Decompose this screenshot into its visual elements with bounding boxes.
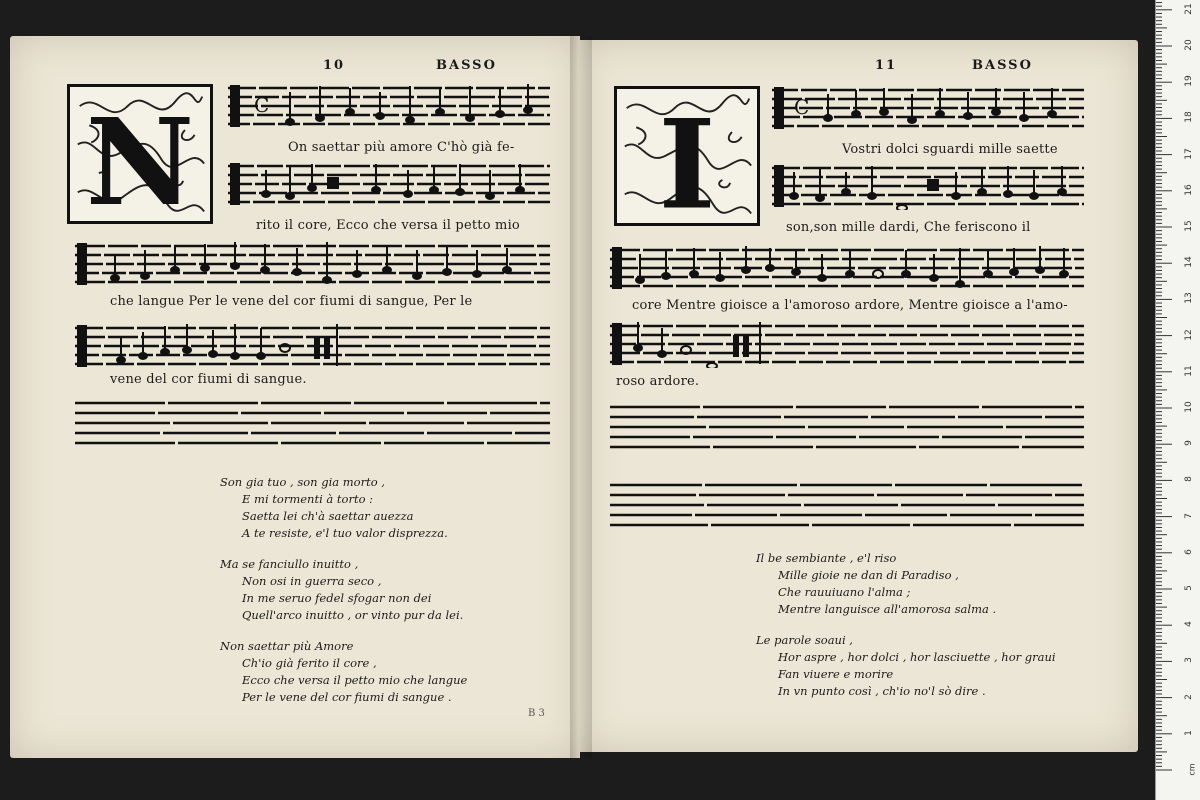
ruler-number: 16	[1184, 184, 1194, 196]
ornament-initial-icon	[617, 89, 757, 223]
poem-line: Che rauuiuano l'alma ;	[778, 585, 911, 599]
right-poem-stanza	[756, 550, 1056, 618]
poem-line: In vn punto così , ch'io no'l sò dire .	[778, 684, 986, 698]
ruler-number: 1	[1184, 729, 1194, 736]
measurement-ruler	[1155, 0, 1200, 800]
left-staff-3	[75, 240, 550, 288]
ruler-number: 13	[1184, 292, 1194, 305]
poem-line: Per le vene del cor fiumi di sangue .	[242, 690, 452, 704]
right-staff-4	[610, 320, 1084, 368]
svg-text:C: C	[254, 93, 270, 117]
poem-line: Mille gioie ne dan di Paradiso ,	[778, 568, 959, 582]
ruler-number: 20	[1184, 39, 1194, 51]
ruler-number: 3	[1184, 657, 1194, 664]
ornament-initial-icon	[70, 87, 210, 221]
ruler-number: 9	[1184, 440, 1194, 447]
left-lyric-line-1: On saettar più amore C'hò già fe-	[288, 140, 515, 155]
ruler-number: 14	[1184, 256, 1194, 268]
ruler-number: 8	[1184, 476, 1194, 483]
right-staff-2	[772, 162, 1084, 210]
svg-text:I: I	[658, 92, 716, 223]
poem-line: Quell'arco inuitto , or vinto pur da lei.	[242, 608, 464, 622]
ruler-number: 4	[1184, 621, 1194, 628]
right-poem-stanza	[756, 632, 1056, 700]
ruler-number: 6	[1184, 548, 1194, 555]
ruler-unit-label: cm	[1187, 763, 1197, 776]
ruler-number: 12	[1184, 328, 1194, 341]
poem-line: Saetta lei ch'à saettar auezza	[242, 509, 414, 523]
poem-line: Mentre languisce all'amorosa salma .	[778, 602, 997, 616]
left-poem-stanza	[220, 474, 467, 542]
left-empty-staff	[75, 400, 550, 446]
left-poem-stanza	[220, 556, 467, 624]
ruler-number: 10	[1184, 401, 1194, 413]
poem-line: Ch'io già ferito il core ,	[242, 656, 377, 670]
decorated-initial-n	[67, 84, 213, 224]
svg-text:N: N	[85, 92, 195, 221]
right-page-number: 11	[875, 58, 898, 73]
poem-line: Son gia tuo , son gia morto ,	[220, 475, 385, 489]
left-staff-1	[228, 82, 550, 130]
left-poem	[220, 474, 467, 720]
poem-line: Le parole soaui ,	[756, 633, 853, 647]
right-poem	[756, 550, 1056, 714]
left-page-number: 10	[323, 58, 346, 73]
right-staff-1	[772, 84, 1084, 132]
left-voice-label: BASSO	[436, 58, 497, 73]
left-lyric-line-4: vene del cor fiumi di sangue.	[110, 372, 307, 387]
ruler-number: 17	[1184, 147, 1194, 160]
book-gutter	[570, 36, 592, 758]
ruler-number: 18	[1184, 111, 1194, 124]
ruler-number: 2	[1184, 693, 1194, 700]
right-voice-label: BASSO	[972, 58, 1033, 73]
poem-line: Fan viuere e morire	[778, 667, 894, 681]
ruler-number: 15	[1184, 220, 1194, 232]
right-empty-staff-1	[610, 404, 1084, 450]
poem-line: A te resiste, e'l tuo valor disprezza.	[242, 526, 448, 540]
poem-line: Ma se fanciullo inuitto ,	[220, 557, 359, 571]
right-lyric-line-4: roso ardore.	[616, 374, 700, 389]
ruler-number: 11	[1184, 365, 1194, 377]
poem-line: Non saettar più Amore	[220, 639, 354, 653]
right-lyric-line-1: Vostri dolci sguardi mille saette	[842, 142, 1058, 157]
svg-text:C: C	[794, 95, 810, 119]
left-lyric-line-3: che langue Per le vene del cor fiumi di sangue, Per le	[110, 294, 473, 309]
right-empty-staff-2	[610, 482, 1084, 528]
right-lyric-line-2: son,son mille dardi, Che feriscono il	[786, 220, 1031, 235]
poem-line: Hor aspre , hor dolci , hor lasciuette , hor graui	[778, 650, 1056, 664]
left-staff-2	[228, 160, 550, 208]
ruler-number: 19	[1184, 75, 1194, 87]
left-signature-mark: B 3	[528, 708, 545, 719]
ruler-number: 21	[1184, 3, 1194, 15]
left-staff-4	[75, 322, 550, 370]
ruler-number: 7	[1184, 512, 1194, 519]
right-staff-3	[610, 244, 1084, 292]
poem-line: Il be sembiante , e'l riso	[756, 551, 897, 565]
right-lyric-line-3: core Mentre gioisce a l'amoroso ardore, Mentre gioisce a l'amo-	[632, 298, 1068, 313]
ruler-number: 5	[1184, 585, 1194, 591]
decorated-initial-i	[614, 86, 760, 226]
poem-line: E mi tormenti à torto :	[242, 492, 374, 506]
poem-line: In me seruo fedel sfogar non dei	[242, 591, 432, 605]
poem-line: Ecco che versa il petto mio che langue	[242, 673, 468, 687]
left-lyric-line-2: rito il core, Ecco che versa il petto mio	[256, 218, 520, 233]
left-poem-stanza	[220, 638, 467, 706]
poem-line: Non osi in guerra seco ,	[242, 574, 382, 588]
